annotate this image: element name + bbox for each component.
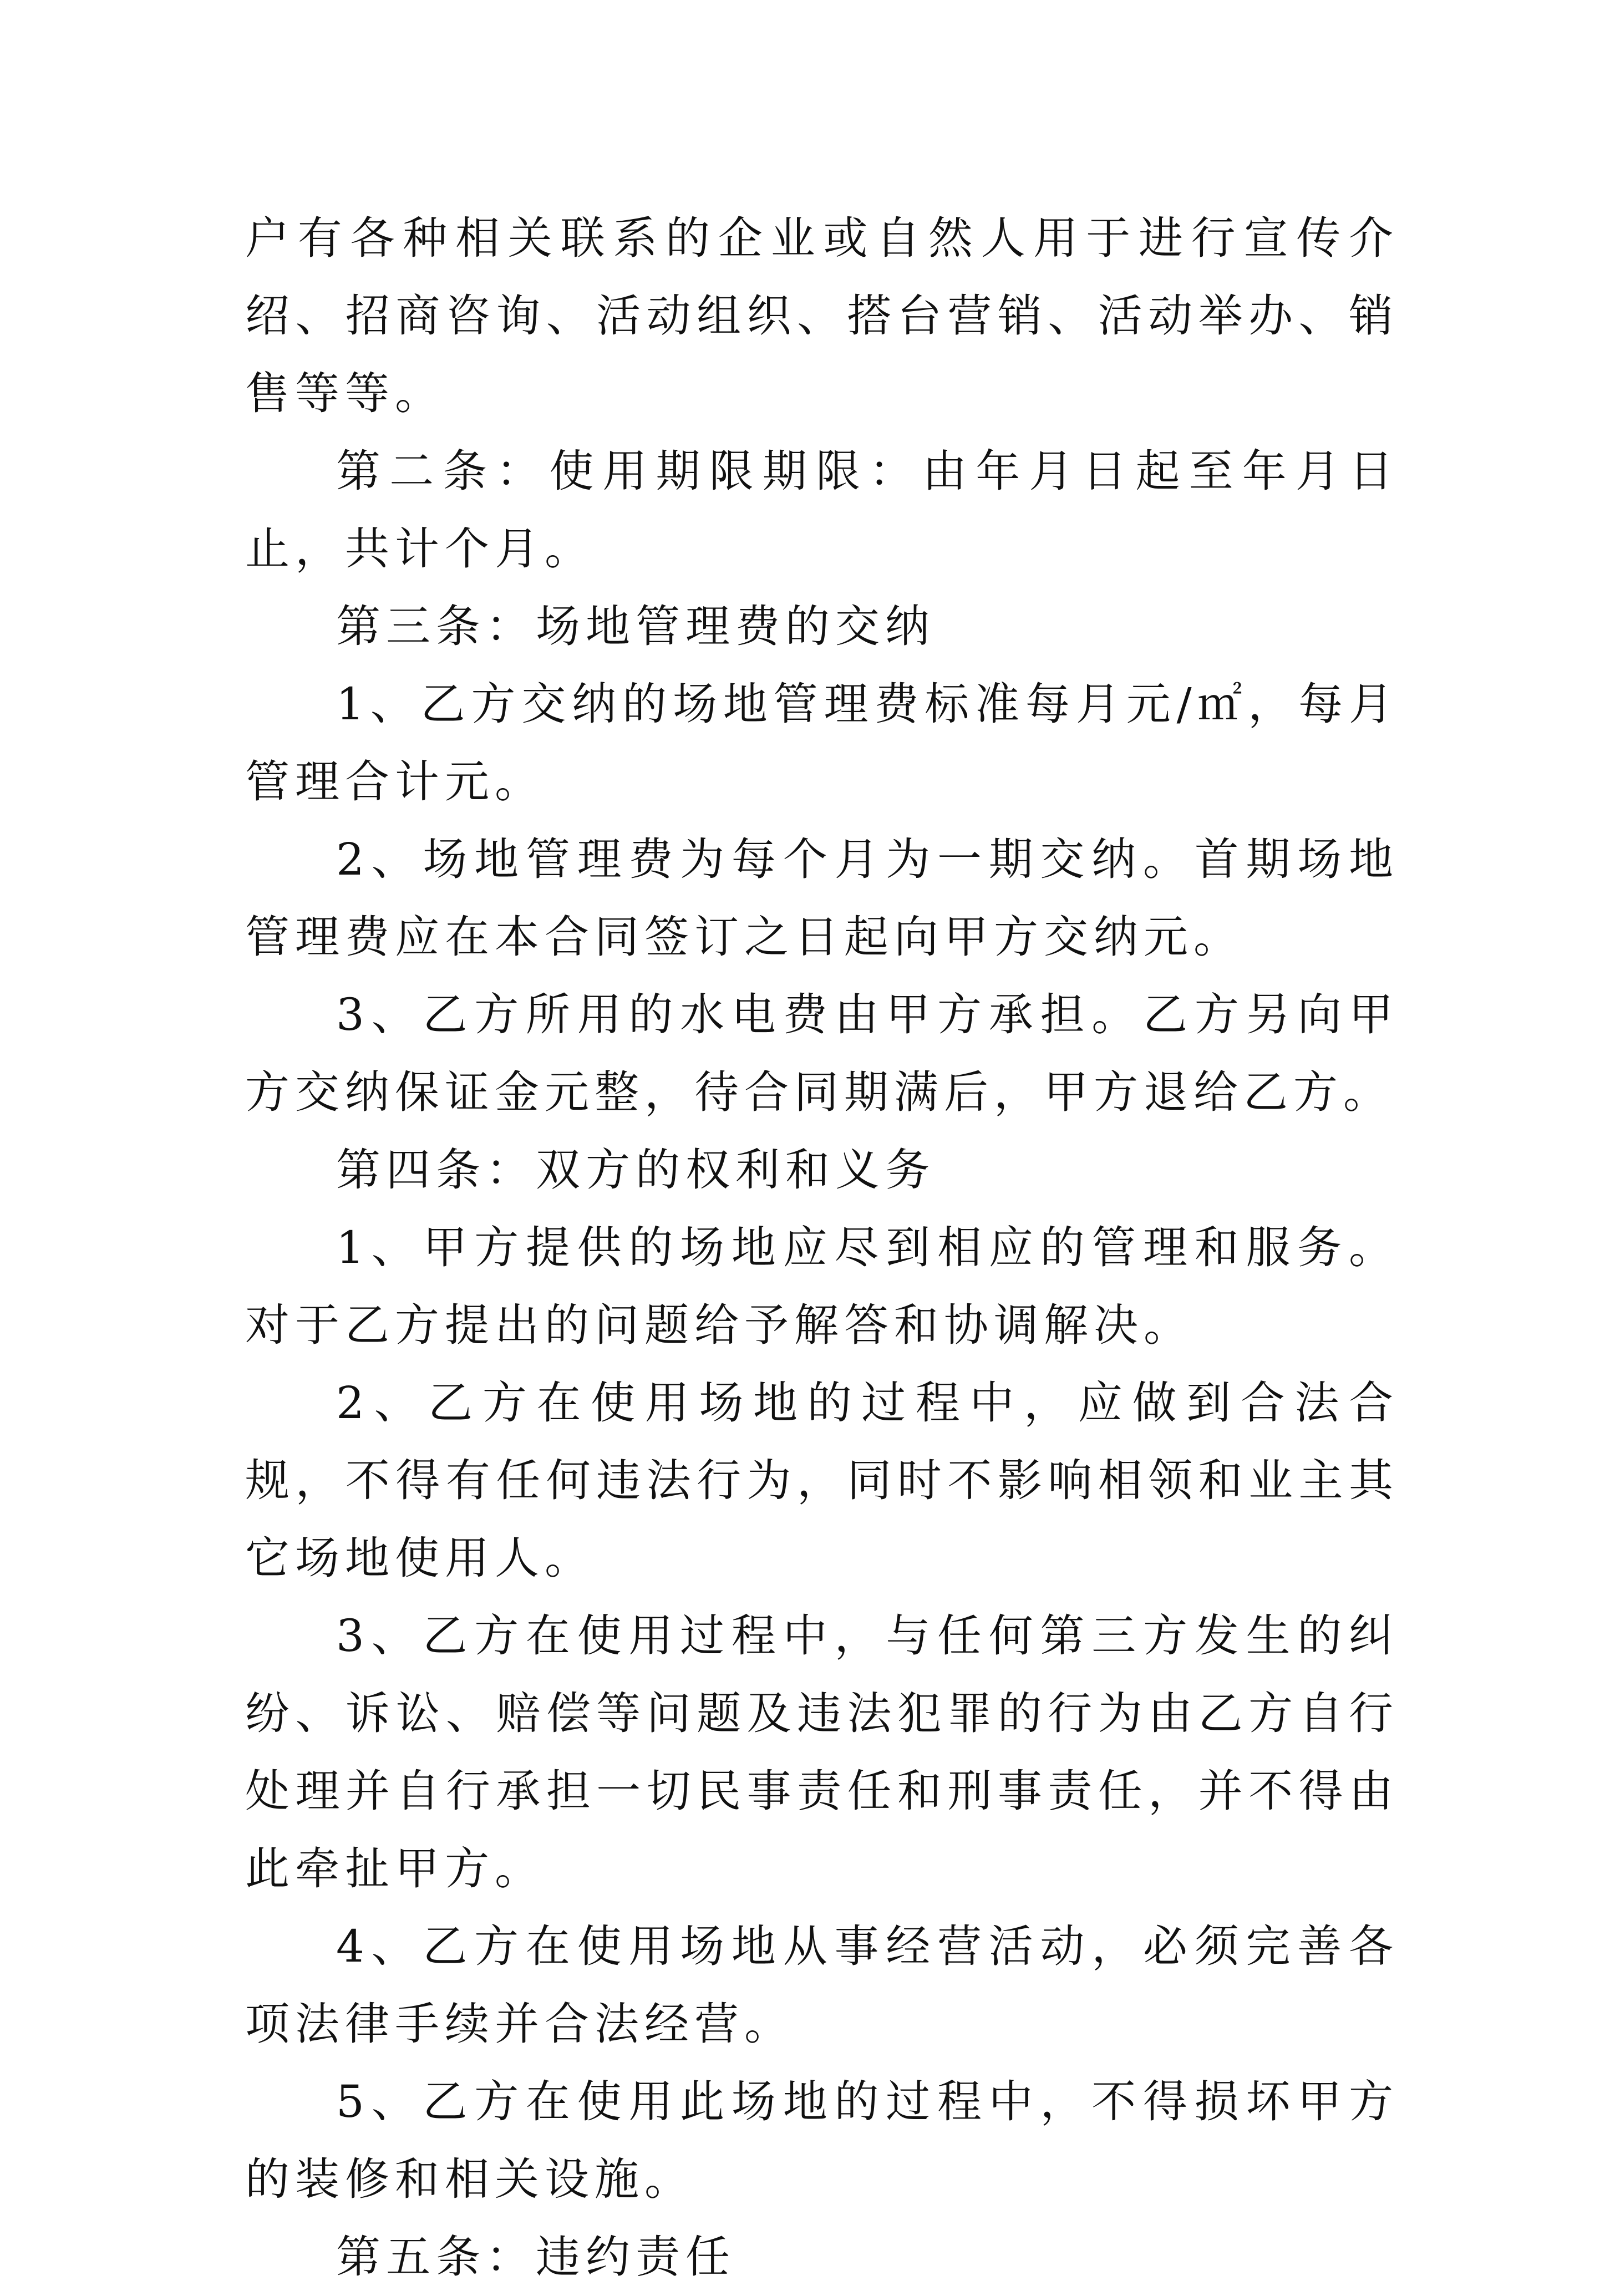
- clause-4-item-2: 2、乙方在使用场地的过程中，应做到合法合规，不得有任何违法行为，同时不影响相领和业主其它场地使用人。: [245, 1377, 1399, 1584]
- clause-2-term: 第二条：使用期限期限：由年月日起至年月日止，共计个月。: [245, 445, 1399, 575]
- clause-5-heading: 第五条：违约责任: [336, 2231, 735, 2283]
- clause-3-heading: 第三条：场地管理费的交纳: [336, 601, 935, 652]
- clause-4-item-5: 5、乙方在使用此场地的过程中，不得损坏甲方的装修和相关设施。: [245, 2076, 1399, 2205]
- clause-4-heading: 第四条：双方的权利和义务: [336, 1144, 935, 1196]
- clause-4-item-4: 4、乙方在使用场地从事经营活动，必须完善各项法律手续并合法经营。: [245, 1921, 1399, 2050]
- clause-3-item-2: 2、场地管理费为每个月为一期交纳。首期场地管理费应在本合同签订之日起向甲方交纳元。: [245, 834, 1399, 963]
- clause-4-item-3: 3、乙方在使用过程中，与任何第三方发生的纠纷、诉讼、赔偿等问题及违法犯罪的行为由乙方自行处理并自行承担一切民事责任和刑事责任，并不得由此牵扯甲方。: [245, 1610, 1399, 1894]
- document-body: [245, 200, 1399, 2296]
- clause-3-item-1: 1、乙方交纳的场地管理费标准每月元/㎡，每月管理合计元。: [245, 678, 1399, 807]
- clause-3-item-3: 3、乙方所用的水电费由甲方承担。乙方另向甲方交纳保证金元整，待合同期满后，甲方退给乙方。: [245, 989, 1399, 1118]
- paragraph-continuation: 户有各种相关联系的企业或自然人用于进行宣传介绍、招商咨询、活动组织、搭台营销、活动举办、销售等等。: [245, 212, 1399, 419]
- clause-4-item-1: 1、甲方提供的场地应尽到相应的管理和服务。对于乙方提出的问题给予解答和协调解决。: [245, 1222, 1399, 1351]
